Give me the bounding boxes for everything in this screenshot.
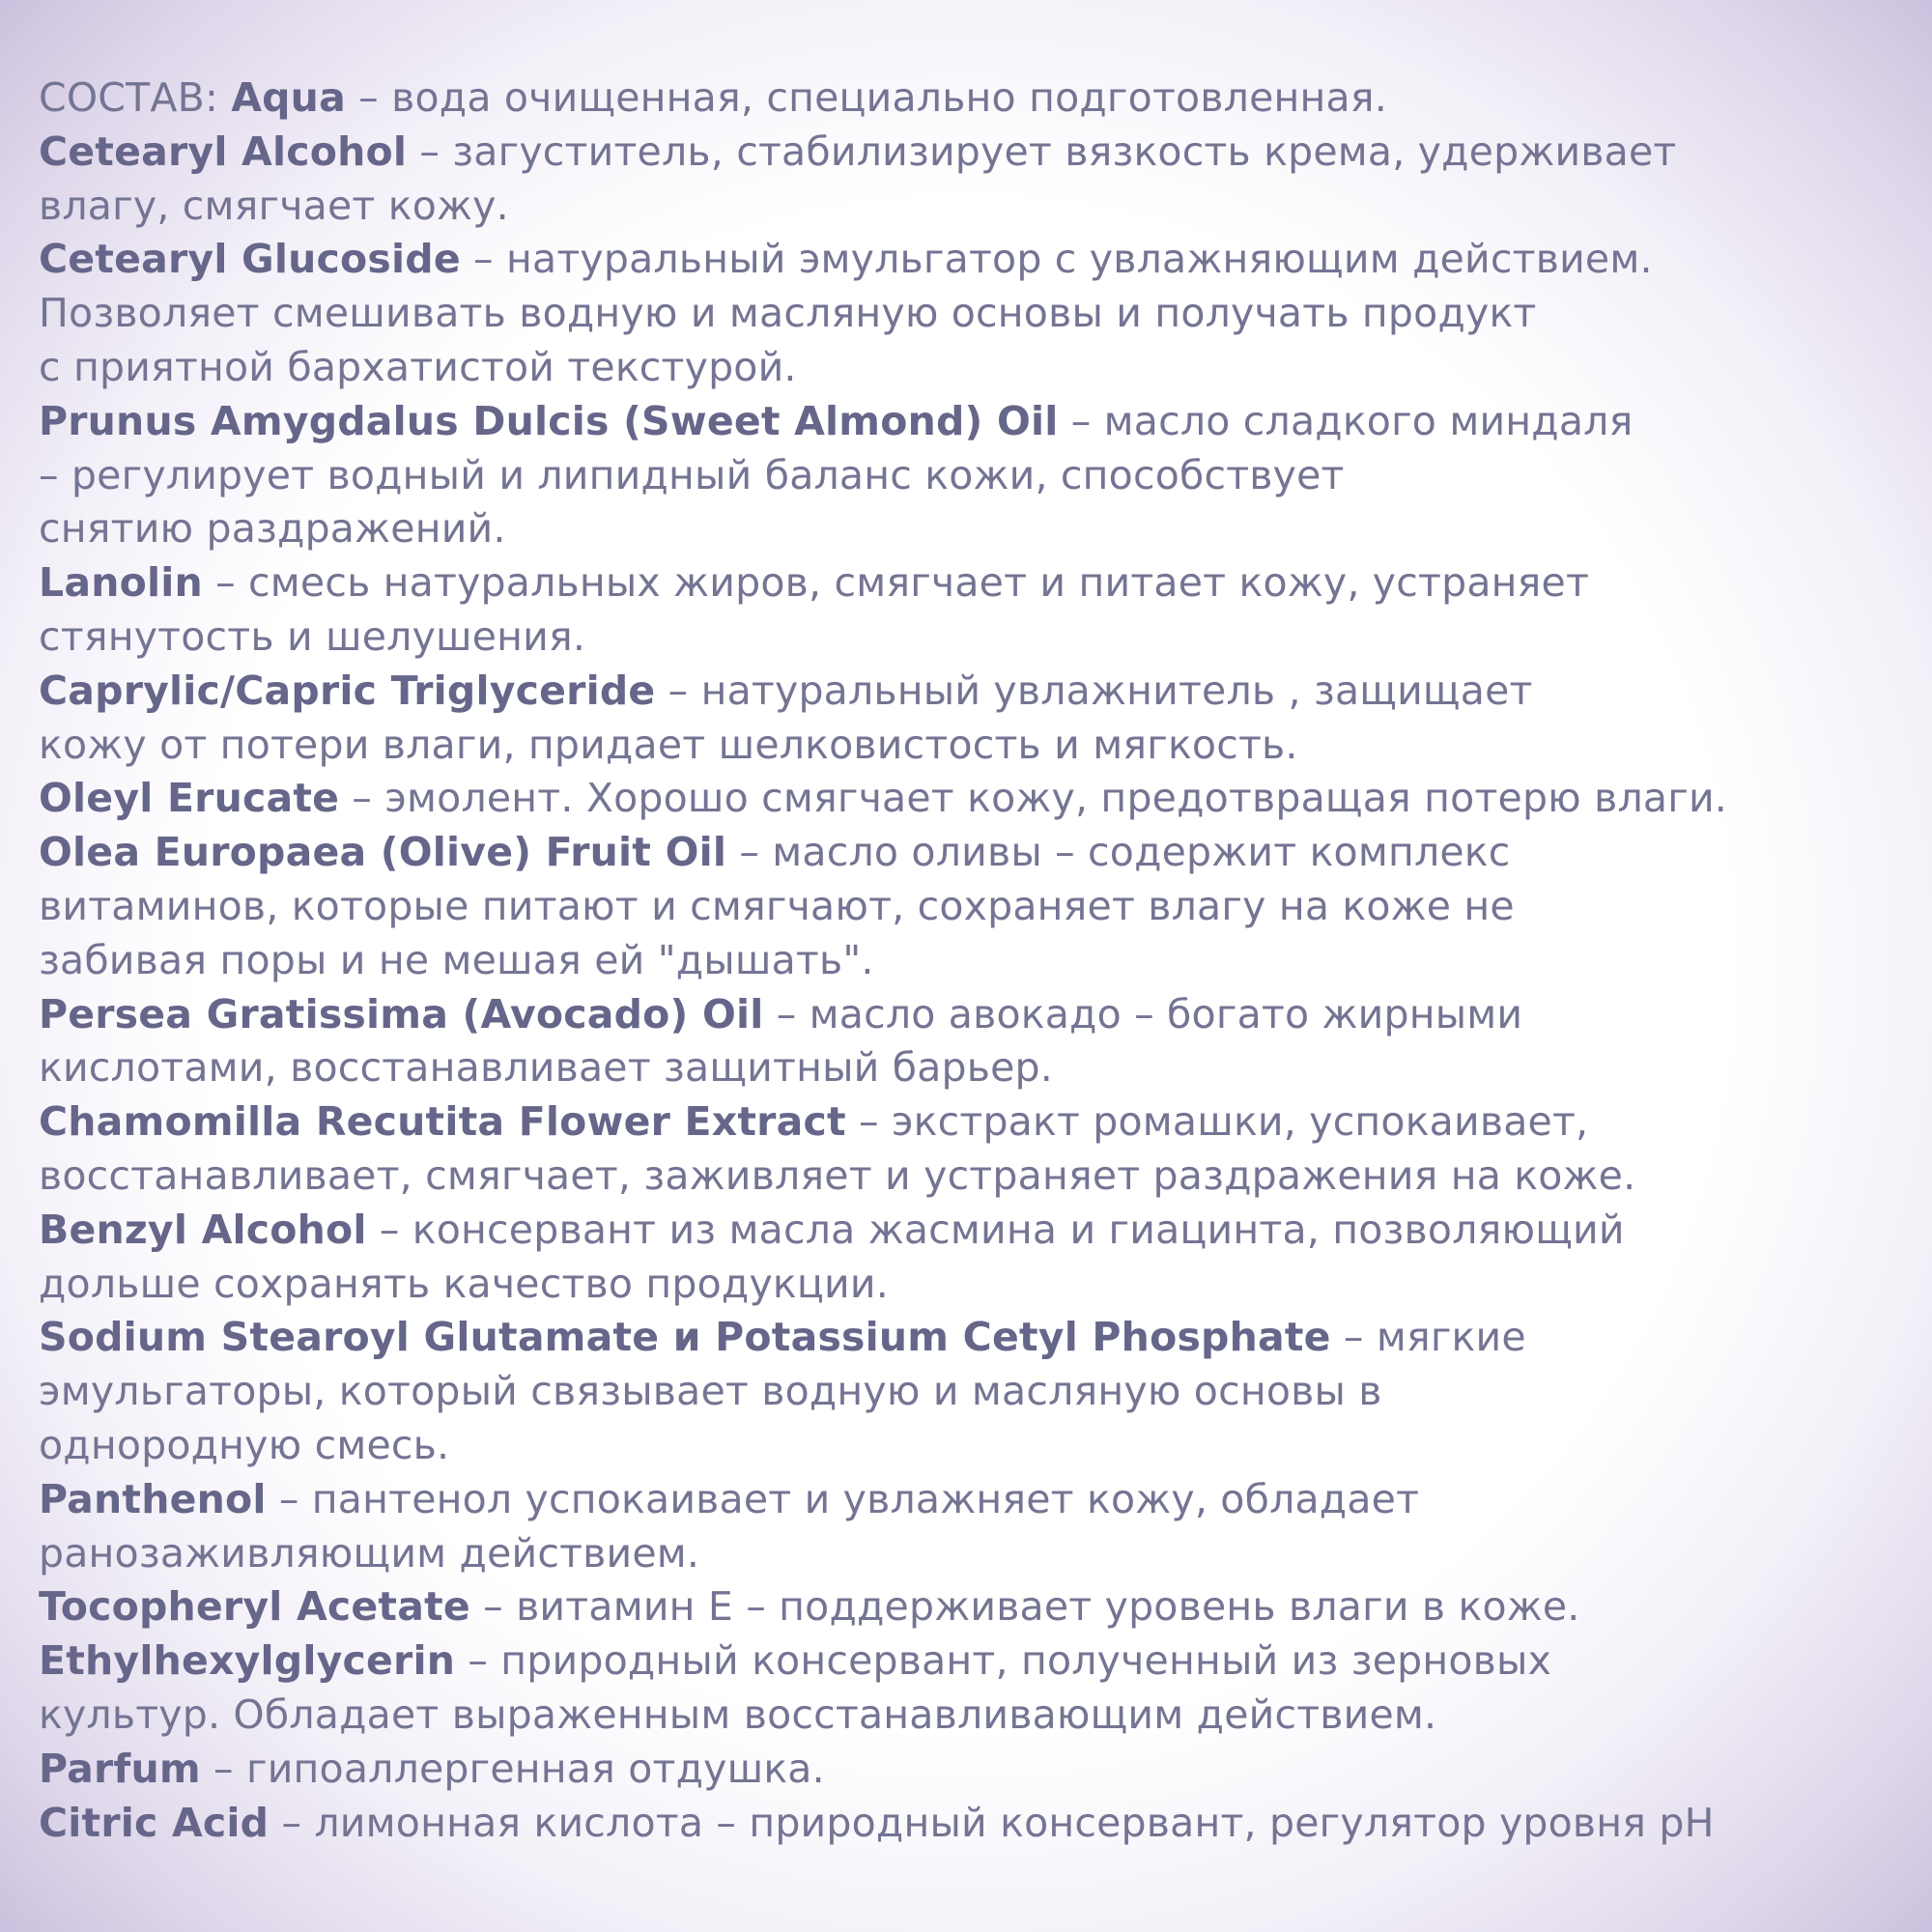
- ingredient-line: [39, 395, 1922, 449]
- ingredient-line: эмульгаторы, который связывает водную и масляную основы в: [39, 1368, 1382, 1415]
- ingredient-line: [39, 772, 1922, 826]
- ingredient-line: [39, 1204, 1922, 1258]
- ingredient-line: стянутость и шелушения.: [39, 612, 586, 660]
- composition-line-1: [39, 71, 1922, 126]
- ingredient-description: – экстракт ромашки, успокаивает,: [845, 1098, 1589, 1146]
- ingredient-line: [39, 1311, 1922, 1365]
- ingredient-line: [39, 1797, 1922, 1851]
- ingredient-line: Позволяет смешивать водную и масляную основы и получать продукт: [39, 290, 1537, 337]
- ingredient-description: – смесь натуральных жиров, смягчает и питает кожу, устраняет: [202, 559, 1590, 607]
- ingredient-name: Benzyl Alcohol: [39, 1206, 367, 1253]
- ingredient-line: дольше сохранять качество продукции.: [39, 1260, 889, 1307]
- ingredient-line: забивая поры и не мешая ей "дышать".: [39, 936, 874, 983]
- ingredient-name: Oleyl Erucate: [39, 775, 340, 822]
- ingredient-name: Olea Europaea (Olive) Fruit Oil: [39, 829, 727, 876]
- ingredient-description: – загуститель, стабилизирует вязкость крема, удерживает: [407, 128, 1677, 175]
- ingredient-line: кислотами, восстанавливает защитный барьер.: [39, 1044, 1054, 1092]
- composition-label: СОСТАВ:: [39, 74, 232, 121]
- ingredient-line: культур. Обладает выраженным восстанавливающим действием.: [39, 1690, 1437, 1738]
- ingredient-description: – природный консервант, полученный из зерновых: [455, 1637, 1552, 1685]
- ingredient-line: кожу от потери влаги, придает шелковистость и мягкость.: [39, 721, 1298, 768]
- ingredient-name: Tocopheryl Acetate: [39, 1583, 470, 1631]
- ingredient-name: Prunus Amygdalus Dulcis (Sweet Almond) Oil: [39, 397, 1059, 444]
- ingredient-line: [39, 1580, 1922, 1634]
- ingredients-composition: [39, 71, 1922, 1850]
- ingredient-line: влагу, смягчает кожу.: [39, 182, 509, 229]
- ingredient-description: – вода очищенная, специально подготовленная.: [345, 74, 1387, 121]
- ingredient-description: – гипоаллергенная отдушка.: [200, 1745, 825, 1792]
- ingredient-name: Persea Gratissima (Avocado) Oil: [39, 990, 764, 1037]
- ingredient-description: – эмолент. Хорошо смягчает кожу, предотвращая потерю влаги.: [339, 775, 1728, 822]
- ingredient-line: – регулирует водный и липидный баланс кожи, способствует: [39, 451, 1345, 498]
- ingredient-name: Parfum: [39, 1745, 201, 1792]
- ingredient-line: [39, 1095, 1922, 1150]
- ingredient-description: – мягкие: [1330, 1314, 1526, 1361]
- ingredient-line: ранозаживляющим действием.: [39, 1529, 700, 1577]
- ingredient-name: Sodium Stearoyl Glutamate и Potassium Cetyl Phosphate: [39, 1314, 1331, 1361]
- ingredient-name: Caprylic/Capric Triglyceride: [39, 667, 656, 714]
- ingredient-line: витаминов, которые питают и смягчают, сохраняет влагу на коже не: [39, 882, 1515, 929]
- ingredient-description: – масло оливы – содержит комплекс: [726, 829, 1511, 876]
- ingredient-name: Lanolin: [39, 559, 203, 607]
- ingredient-description: – лимонная кислота – природный консервант, регулятор уровня pH: [269, 1799, 1715, 1846]
- ingredient-description: – масло авокадо – богато жирными: [763, 990, 1523, 1037]
- ingredient-line: [39, 233, 1922, 287]
- ingredient-line: [39, 556, 1922, 611]
- ingredient-line: снятию раздражений.: [39, 505, 506, 553]
- ingredient-name: Panthenol: [39, 1475, 267, 1522]
- ingredient-description: – витамин Е – поддерживает уровень влаги в коже.: [469, 1583, 1580, 1631]
- ingredient-name: Cetearyl Alcohol: [39, 128, 408, 175]
- ingredient-name: Citric Acid: [39, 1799, 270, 1846]
- ingredient-name: Aqua: [231, 74, 346, 121]
- ingredient-line: [39, 1743, 1922, 1797]
- ingredient-description: – пантенол успокаивает и увлажняет кожу, обладает: [266, 1475, 1420, 1522]
- ingredient-description: – консервант из масла жасмина и гиацинта, позволяющий: [366, 1206, 1625, 1253]
- ingredient-line: однородную смесь.: [39, 1421, 450, 1468]
- ingredient-description: – натуральный эмульгатор с увлажняющим действием.: [460, 236, 1653, 283]
- ingredient-line: [39, 665, 1922, 719]
- ingredient-line: восстанавливает, смягчает, заживляет и устраняет раздражения на коже.: [39, 1151, 1636, 1199]
- ingredient-line: с приятной бархатистой текстурой.: [39, 343, 797, 390]
- ingredient-line: [39, 1473, 1922, 1527]
- ingredient-description: – масло сладкого миндаля: [1058, 397, 1634, 444]
- ingredient-line: [39, 1634, 1922, 1689]
- ingredient-line: [39, 826, 1922, 880]
- ingredient-name: Ethylhexylglycerin: [39, 1637, 456, 1685]
- ingredient-name: Cetearyl Glucoside: [39, 236, 461, 283]
- ingredient-line: [39, 988, 1922, 1042]
- ingredient-name: Chamomilla Recutita Flower Extract: [39, 1098, 846, 1146]
- ingredient-description: – натуральный увлажнитель , защищает: [655, 667, 1533, 714]
- ingredient-line: [39, 126, 1922, 180]
